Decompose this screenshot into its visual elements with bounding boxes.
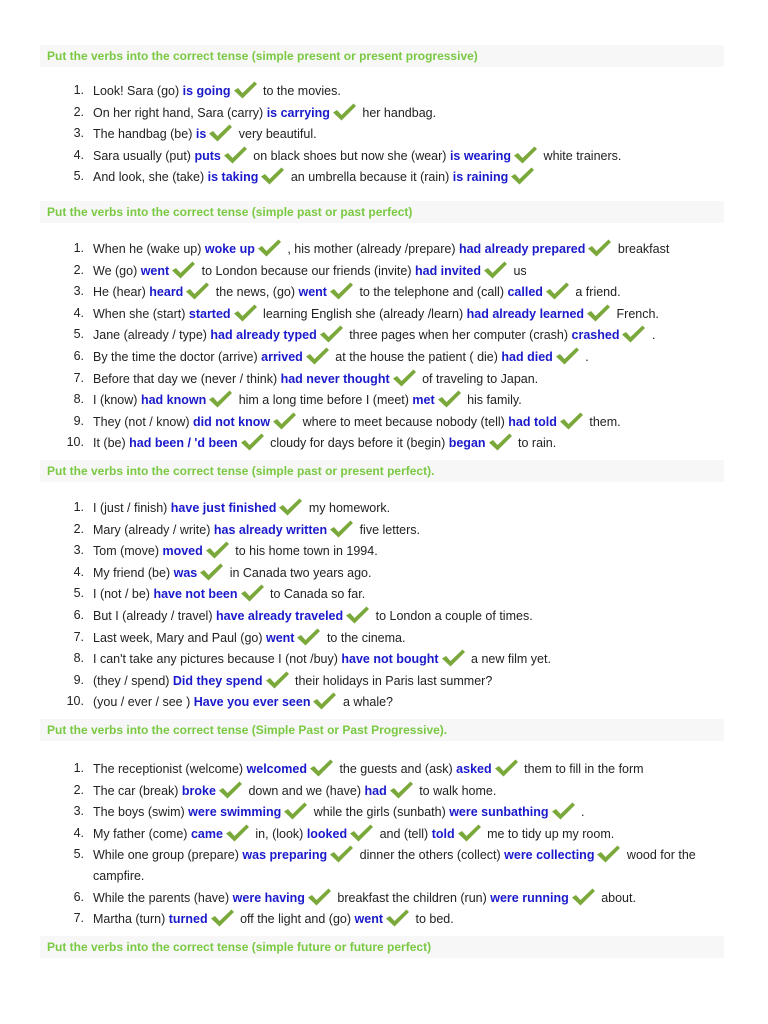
exercise-item — [40, 238, 724, 260]
prompt-text: (you / ever / see ) — [93, 695, 194, 710]
answer-text: were having — [232, 890, 305, 905]
exercise-item — [40, 627, 724, 649]
exercise-item — [40, 303, 724, 325]
prompt-text: us — [509, 263, 527, 278]
exercise-item — [40, 281, 724, 303]
checkmark-icon — [308, 758, 334, 778]
checkmark-icon — [256, 238, 282, 258]
section-heading: Put the verbs into the correct tense (simple past or present perfect). — [40, 460, 724, 482]
prompt-text: On her right hand, Sara (carry) — [93, 105, 267, 120]
answer-text: has already written — [213, 522, 328, 537]
answer-text: told — [431, 826, 455, 841]
checkmark-icon — [207, 123, 233, 143]
prompt-text: me to tidy up my room. — [483, 826, 615, 841]
checkmark-icon — [331, 102, 357, 122]
answer-text: had already prepared — [458, 242, 586, 256]
prompt-text: He (hear) — [93, 285, 150, 300]
prompt-text: By the time the doctor (arrive) — [93, 349, 262, 364]
exercise-item — [40, 346, 724, 368]
answer-text: were sunbathing — [449, 805, 549, 820]
item-number: 7. — [73, 370, 84, 385]
exercise-item — [40, 324, 724, 346]
prompt-text: French. — [613, 306, 659, 321]
prompt-text: Last week, Mary and Paul (go) — [93, 630, 266, 645]
checkmark-icon — [388, 780, 414, 800]
prompt-text: breakfast — [614, 242, 670, 256]
answer-text: were collecting — [504, 848, 595, 863]
prompt-text: in Canada two years ago. — [226, 565, 372, 580]
prompt-text: the news, (go) — [212, 285, 299, 300]
checkmark-icon — [482, 260, 508, 280]
answer-text: arrived — [261, 349, 303, 364]
exercise-item — [40, 432, 724, 454]
answer-text: were running — [490, 890, 569, 905]
prompt-text: learning English she (already /learn) — [259, 306, 467, 321]
prompt-text: at the house the patient ( die) — [331, 349, 502, 364]
prompt-text: a friend. — [571, 285, 621, 300]
item-number: 1. — [73, 761, 84, 775]
checkmark-icon — [239, 583, 265, 603]
prompt-text: I can't take any pictures because I (not /buy) — [93, 652, 342, 667]
checkmark-icon — [436, 389, 462, 409]
item-number: 6. — [73, 889, 84, 904]
prompt-text: While the parents (have) — [93, 890, 233, 905]
section-1 — [40, 45, 724, 188]
prompt-text: in, (look) — [251, 826, 307, 841]
prompt-text: But I (already / travel) — [93, 608, 216, 623]
exercise-item — [40, 519, 724, 541]
answer-text: had known — [140, 393, 207, 408]
checkmark-icon — [328, 281, 354, 301]
prompt-text: . — [581, 349, 589, 364]
checkmark-icon — [282, 801, 308, 821]
checkmark-icon — [558, 411, 584, 431]
item-number: 7. — [73, 911, 84, 926]
checkmark-icon — [184, 281, 210, 301]
checkmark-icon — [209, 908, 235, 928]
checkmark-icon — [328, 844, 354, 864]
answer-text: had already learned — [466, 306, 585, 321]
prompt-text: Mary (already / write) — [93, 522, 214, 537]
exercise-item — [40, 368, 724, 390]
answer-text: crashed — [571, 328, 620, 343]
prompt-text: They (not / know) — [93, 414, 194, 429]
exercise-list — [40, 497, 724, 713]
exercise-item — [40, 648, 724, 670]
checkmark-icon — [264, 670, 290, 690]
prompt-text: breakfast the children (run) — [333, 890, 491, 905]
item-number: 1. — [73, 241, 84, 255]
item-number: 4. — [73, 147, 84, 162]
section-heading: Put the verbs into the correct tense (Simple Past or Past Progressive). — [40, 719, 724, 741]
exercise-item — [40, 166, 724, 188]
prompt-text: about. — [597, 890, 636, 905]
answer-text: began — [448, 436, 486, 451]
prompt-text: The car (break) — [93, 783, 182, 798]
answer-text: had — [364, 783, 387, 798]
prompt-text: my homework. — [305, 501, 391, 515]
prompt-text: them. — [585, 414, 621, 429]
exercise-item — [40, 102, 724, 124]
checkmark-icon — [328, 519, 354, 539]
answer-text: turned — [168, 912, 208, 927]
exercise-item — [40, 691, 724, 713]
checkmark-icon — [440, 648, 466, 668]
item-number: 2. — [73, 782, 84, 797]
checkmark-icon — [512, 145, 538, 165]
prompt-text: wood for the campfire. — [93, 848, 696, 883]
exercise-list — [40, 238, 724, 454]
item-number: 5. — [73, 327, 84, 342]
prompt-text: very beautiful. — [235, 127, 317, 142]
exercise-item — [40, 497, 724, 519]
answer-text: went — [140, 263, 170, 278]
answer-text: started — [188, 306, 231, 321]
item-number: 2. — [73, 521, 84, 536]
prompt-text: to rain. — [514, 436, 557, 451]
checkmark-icon — [204, 540, 230, 560]
checkmark-icon — [544, 281, 570, 301]
item-number: 2. — [73, 104, 84, 119]
exercise-item — [40, 411, 724, 433]
item-number: 1. — [73, 500, 84, 514]
answer-text: met — [412, 393, 435, 408]
section-heading: Put the verbs into the correct tense (simple present or present progressive) — [40, 45, 724, 67]
section-heading: Put the verbs into the correct tense (simple past or past perfect) — [40, 201, 724, 223]
checkmark-icon — [239, 432, 265, 452]
checkmark-icon — [384, 908, 410, 928]
prompt-text: three pages when her computer (crash) — [345, 328, 572, 343]
checkmark-icon — [456, 823, 482, 843]
exercise-item — [40, 670, 724, 692]
item-number: 10. — [66, 435, 84, 450]
item-number: 4. — [73, 305, 84, 320]
answer-text: came — [190, 826, 223, 841]
exercise-item — [40, 908, 724, 930]
prompt-text: dinner the others (collect) — [356, 848, 505, 863]
prompt-text: their holidays in Paris last summer? — [291, 673, 493, 688]
exercise-item — [40, 540, 724, 562]
answer-text: had died — [501, 349, 553, 364]
prompt-text: cloudy for days before it (begin) — [266, 436, 449, 451]
prompt-text: I (know) — [93, 393, 141, 408]
item-number: 4. — [73, 564, 84, 579]
checkmark-icon — [304, 346, 330, 366]
prompt-text: Tom (move) — [93, 544, 163, 559]
prompt-text: of traveling to Japan. — [418, 371, 539, 386]
prompt-text: to the telephone and (call) — [355, 285, 508, 300]
answer-text: had already typed — [210, 328, 317, 343]
item-number: 4. — [73, 825, 84, 840]
answer-text: woke up — [204, 242, 255, 256]
prompt-text: , his mother (already /prepare) — [283, 242, 459, 256]
exercise-item — [40, 605, 724, 627]
exercise-item — [40, 80, 724, 102]
prompt-text: where to meet because nobody (tell) — [299, 414, 509, 429]
item-number: 9. — [73, 413, 84, 428]
prompt-text: Look! Sara (go) — [93, 84, 183, 98]
exercise-item — [40, 780, 724, 802]
section-heading: Put the verbs into the correct tense (simple future or future perfect) — [40, 936, 724, 958]
prompt-text: Martha (turn) — [93, 912, 169, 927]
prompt-text: a whale? — [339, 695, 393, 710]
answer-text: have not bought — [341, 652, 439, 667]
prompt-text: the guests and (ask) — [335, 762, 457, 776]
checkmark-icon — [222, 145, 248, 165]
prompt-text: them to fill in the form — [520, 762, 644, 776]
prompt-text: to his home town in 1994. — [231, 544, 378, 559]
answer-text: puts — [194, 148, 221, 163]
exercise-item — [40, 758, 724, 780]
item-number: 10. — [66, 694, 84, 709]
prompt-text: And look, she (take) — [93, 170, 208, 185]
exercise-item — [40, 844, 724, 886]
exercise-item — [40, 123, 724, 145]
item-number: 3. — [73, 804, 84, 819]
checkmark-icon — [344, 605, 370, 625]
answer-text: had invited — [414, 263, 481, 278]
answer-text: is — [195, 127, 207, 142]
item-number: 6. — [73, 607, 84, 622]
answer-text: had told — [508, 414, 557, 429]
checkmark-icon — [306, 887, 332, 907]
prompt-text: down and we (have) — [244, 783, 365, 798]
checkmark-icon — [509, 166, 535, 186]
item-number: 3. — [73, 543, 84, 558]
answer-text: heard — [149, 285, 184, 300]
checkmark-icon — [554, 346, 580, 366]
prompt-text: off the light and (go) — [236, 912, 355, 927]
prompt-text: on black shoes but now she (wear) — [249, 148, 450, 163]
answer-text: called — [507, 285, 543, 300]
checkmark-icon — [217, 780, 243, 800]
prompt-text: The receptionist (welcome) — [93, 762, 247, 776]
prompt-text: him a long time before I (meet) — [235, 393, 413, 408]
checkmark-icon — [207, 389, 233, 409]
section-2 — [40, 201, 724, 454]
item-number: 8. — [73, 651, 84, 666]
answer-text: was preparing — [242, 848, 328, 863]
prompt-text: Before that day we (never / think) — [93, 371, 281, 386]
prompt-text: a new film yet. — [467, 652, 551, 667]
prompt-text: an umbrella because it (rain) — [287, 170, 453, 185]
answer-text: is taking — [207, 170, 259, 185]
prompt-text: five letters. — [356, 522, 421, 537]
item-number: 6. — [73, 348, 84, 363]
answer-text: was — [173, 565, 198, 580]
prompt-text: I (not / be) — [93, 587, 154, 602]
prompt-text: to the movies. — [259, 84, 341, 98]
answer-text: had been / 'd been — [129, 436, 238, 451]
answer-text: had never thought — [280, 371, 390, 386]
exercise-item — [40, 562, 724, 584]
checkmark-icon — [493, 758, 519, 778]
checkmark-icon — [259, 166, 285, 186]
checkmark-icon — [585, 303, 611, 323]
answer-text: were swimming — [188, 805, 282, 820]
item-number: 7. — [73, 629, 84, 644]
checkmark-icon — [271, 411, 297, 431]
checkmark-icon — [620, 324, 646, 344]
answer-text: looked — [306, 826, 348, 841]
checkmark-icon — [487, 432, 513, 452]
checkmark-icon — [348, 823, 374, 843]
prompt-text: My friend (be) — [93, 565, 174, 580]
answer-text: is raining — [452, 170, 509, 185]
prompt-text: (they / spend) — [93, 673, 173, 688]
prompt-text: while the girls (sunbath) — [310, 805, 450, 820]
checkmark-icon — [232, 303, 258, 323]
checkmark-icon — [224, 823, 250, 843]
exercise-item — [40, 260, 724, 282]
checkmark-icon — [391, 368, 417, 388]
prompt-text: I (just / finish) — [93, 501, 171, 515]
prompt-text: When he (wake up) — [93, 242, 205, 256]
item-number: 3. — [73, 126, 84, 141]
prompt-text: to London because our friends (invite) — [198, 263, 415, 278]
prompt-text: The handbag (be) — [93, 127, 196, 142]
prompt-text: his family. — [463, 393, 522, 408]
prompt-text: We (go) — [93, 263, 141, 278]
prompt-text: to the cinema. — [323, 630, 406, 645]
answer-text: went — [354, 912, 383, 927]
answer-text: is wearing — [449, 148, 512, 163]
item-number: 5. — [73, 847, 84, 862]
prompt-text: to bed. — [412, 912, 454, 927]
item-number: 2. — [73, 262, 84, 277]
answer-text: is going — [182, 84, 231, 98]
answer-text: Have you ever seen — [193, 695, 311, 710]
exercise-list — [40, 758, 724, 930]
answer-text: have already traveled — [215, 608, 344, 623]
section-5 — [40, 936, 724, 958]
checkmark-icon — [232, 80, 258, 100]
item-number: 3. — [73, 284, 84, 299]
prompt-text: to walk home. — [415, 783, 497, 798]
item-number: 8. — [73, 392, 84, 407]
checkmark-icon — [570, 887, 596, 907]
checkmark-icon — [198, 562, 224, 582]
exercise-item — [40, 145, 724, 167]
answer-text: is carrying — [266, 105, 330, 120]
answer-text: have just finished — [170, 501, 277, 515]
item-number: 9. — [73, 672, 84, 687]
checkmark-icon — [595, 844, 621, 864]
prompt-text: to London a couple of times. — [372, 608, 533, 623]
checkmark-icon — [586, 238, 612, 258]
prompt-text: When she (start) — [93, 306, 189, 321]
prompt-text: to Canada so far. — [266, 587, 366, 602]
prompt-text: her handbag. — [358, 105, 437, 120]
prompt-text: Sara usually (put) — [93, 148, 195, 163]
prompt-text: and (tell) — [376, 826, 432, 841]
prompt-text: . — [648, 328, 656, 343]
answer-text: have not been — [153, 587, 238, 602]
exercise-item — [40, 389, 724, 411]
answer-text: moved — [162, 544, 203, 559]
prompt-text: Jane (already / type) — [93, 328, 211, 343]
checkmark-icon — [550, 801, 576, 821]
checkmark-icon — [295, 627, 321, 647]
exercise-item — [40, 887, 724, 909]
prompt-text: . — [577, 805, 585, 820]
item-number: 5. — [73, 586, 84, 601]
exercise-item — [40, 583, 724, 605]
prompt-text: My father (come) — [93, 826, 191, 841]
prompt-text: While one group (prepare) — [93, 848, 243, 863]
answer-text: broke — [181, 783, 216, 798]
exercise-item — [40, 823, 724, 845]
answer-text: went — [298, 285, 327, 300]
answer-text: asked — [456, 762, 492, 776]
prompt-text: The boys (swim) — [93, 805, 189, 820]
item-number: 5. — [73, 169, 84, 184]
exercise-item — [40, 801, 724, 823]
checkmark-icon — [311, 691, 337, 711]
answer-text: did not know — [193, 414, 271, 429]
answer-text: Did they spend — [172, 673, 263, 688]
checkmark-icon — [170, 260, 196, 280]
prompt-text: It (be) — [93, 436, 130, 451]
answer-text: welcomed — [246, 762, 307, 776]
answer-text: went — [266, 630, 295, 645]
section-3 — [40, 460, 724, 713]
exercise-list — [40, 80, 724, 188]
prompt-text: white trainers. — [540, 148, 622, 163]
checkmark-icon — [318, 324, 344, 344]
checkmark-icon — [277, 497, 303, 517]
item-number: 1. — [73, 83, 84, 97]
section-4 — [40, 719, 724, 930]
